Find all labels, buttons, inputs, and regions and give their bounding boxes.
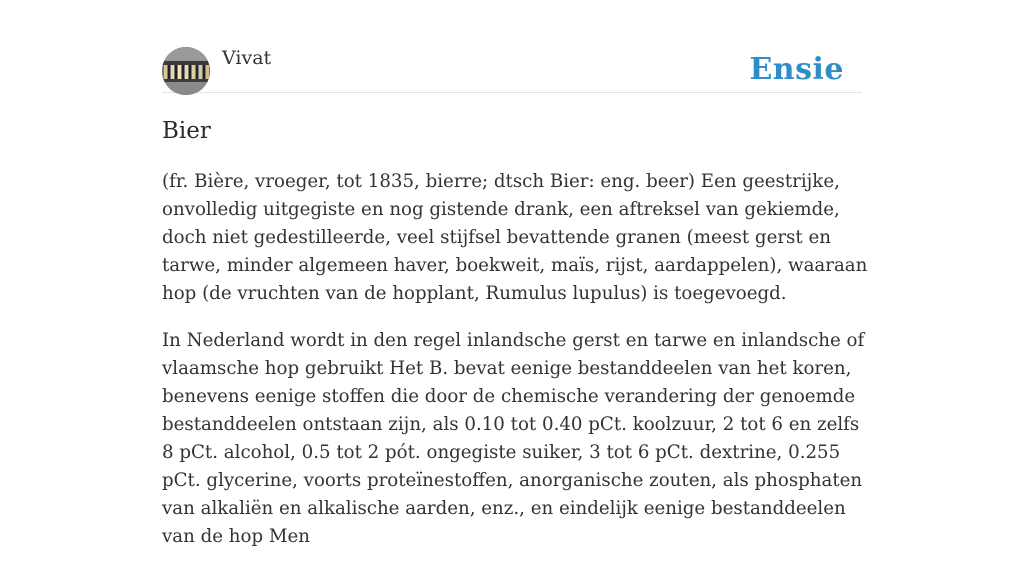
library-bookshelf-avatar-icon[interactable] [162,47,210,95]
article-title: Bier [162,118,211,144]
source-name[interactable]: Vivat [222,47,272,69]
article-paragraph: In Nederland wordt in den regel inlandsche gerst en tarwe en inlandsche of vlaamsche hop gebruikt Het B. bevat eenige bestanddeelen van het koren, benevens eenige stoffen die door de chemische verandering der genoemde bestanddeelen ontstaan zijn, als 0.10 tot 0.40 pCt. koolzuur, 2 tot 6 en zelfs 8 pCt. alcohol, 0.5 tot 2 pót. ongegiste suiker, 3 tot 6 pCt. dextrine, 0.255 pCt. glycerine, voorts proteïnestoffen, anorganische zouten, als phosphaten van alkaliën en alkalische aarden, enz., en eindelijk eenige bestanddeelen van de hop Men [162,330,865,547]
article-body [162,168,872,570]
brand-logo[interactable]: Ensie [749,52,844,87]
article-paragraph: (fr. Bière, vroeger, tot 1835, bierre; dtsch Bier: eng. beer) Een geestrijke, onvolledig uitgegiste en nog gistende drank, een aftreksel van gekiemde, doch niet gedestilleerde, veel stijfsel bevattende granen (meest gerst en tarwe, minder algemeen haver, boekweit, maïs, rijst, aardappelen), waaraan hop (de vruchten van de hopplant, Rumulus lupulus) is toegevoegd. [162,171,868,304]
page-header [162,46,862,93]
